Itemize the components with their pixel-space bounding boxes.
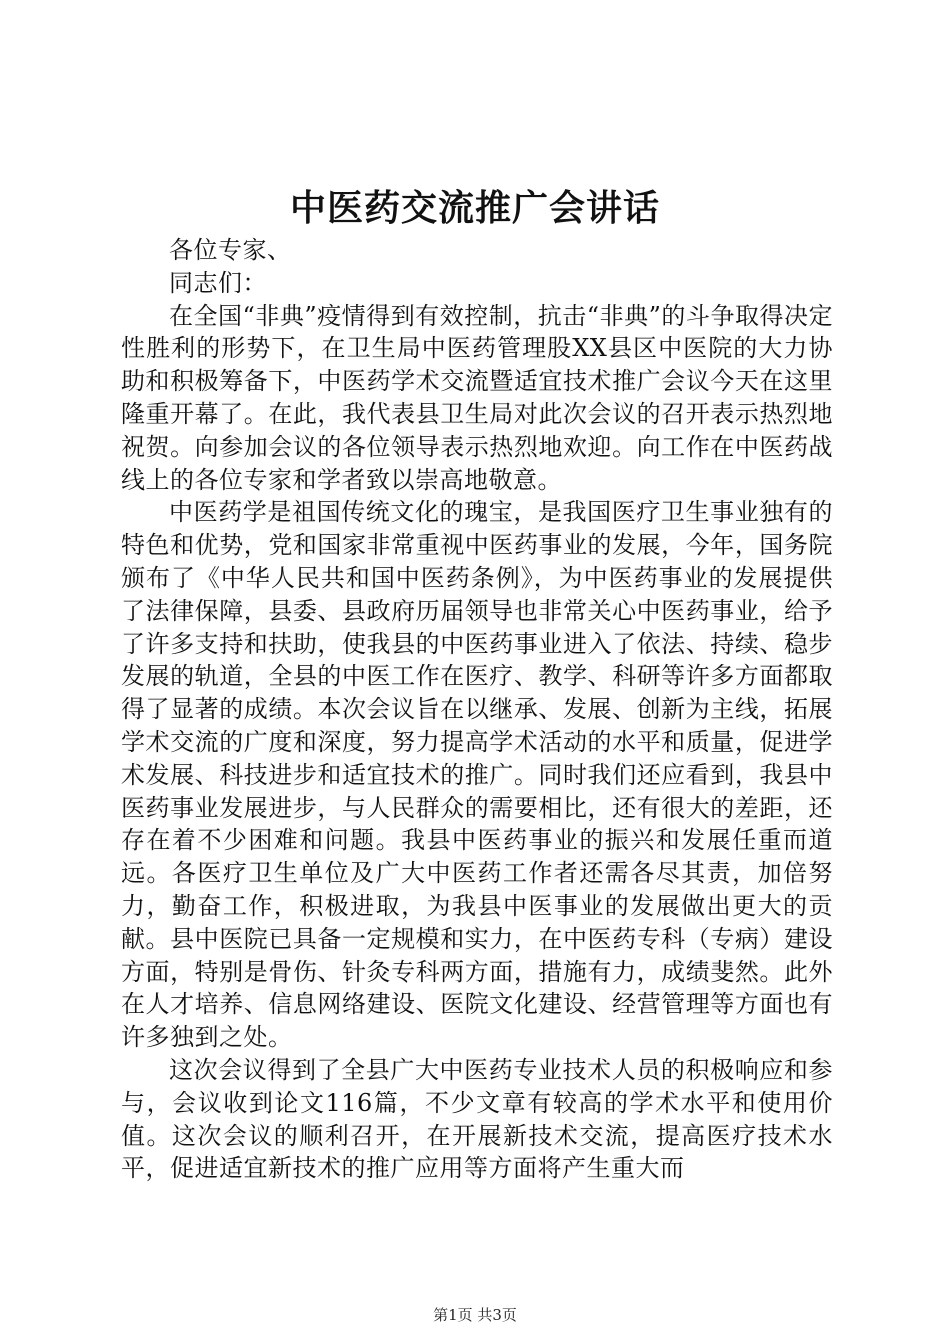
document-body [121,234,833,1185]
page-footer: 第1页 共3页 [433,1306,517,1324]
body-paragraph: 在全国“非典”疫情得到有效控制，抗击“非典”的斗争取得决定性胜利的形势下，在卫生局中医药管理股XX县区中医院的大力协助和积极筹备下，中医药学术交流暨适宜技术推广会议今天在这里隆重开幕了。在此，我代表县卫生局对此次会议的召开表示热烈地祝贺。向参加会议的各位领导表示热烈地欢迎。向工作在中医药战线上的各位专家和学者致以崇高地敬意。 [121,301,833,494]
salutation-line: 同志们： [169,268,267,297]
salutation-line: 各位专家、 [169,236,292,264]
document-title: 中医药交流推广会讲话 [289,187,660,229]
body-paragraph: 中医药学是祖国传统文化的瑰宝，是我国医疗卫生事业独有的特色和优势，党和国家非常重视中医药事业的发展，今年，国务院颁布了《中华人民共和国中医药条例》，为中医药事业的发展提供了法律保障，县委、县政府历届领导也非常关心中医药事业，给予了许多支持和扶助，使我县的中医药事业进入了依法、持续、稳步发展的轨道，全县的中医工作在医疗、教学、科研等许多方面都取得了显著的成绩。本次会议旨在以继承、发展、创新为主线，拓展学术交流的广度和深度，努力提高学术活动的水平和质量，促进学术发展、科技进步和适宜技术的推广。同时我们还应看到，我县中医药事业发展进步，与人民群众的需要相比，还有很大的差距，还存在着不少困难和问题。我县中医药事业的振兴和发展任重而道远。各医疗卫生单位及广大中医药工作者还需各尽其责，加倍努力，勤奋工作，积极进取，为我县中医事业的发展做出更大的贡献。县中医院已具备一定规模和实力，在中医药专科（专病）建设方面，特别是骨伤、针灸专科两方面，措施有力，成绩斐然。此外在人才培养、信息网络建设、医院文化建设、经营管理等方面也有许多独到之处。 [121,498,833,1052]
body-paragraph: 这次会议得到了全县广大中医药专业技术人员的积极响应和参与，会议收到论文116篇，不少文章有较高的学术水平和使用价值。这次会议的顺利召开，在开展新技术交流，提高医疗技术水平，促进适宜新技术的推广应用等方面将产生重大而 [121,1055,833,1183]
